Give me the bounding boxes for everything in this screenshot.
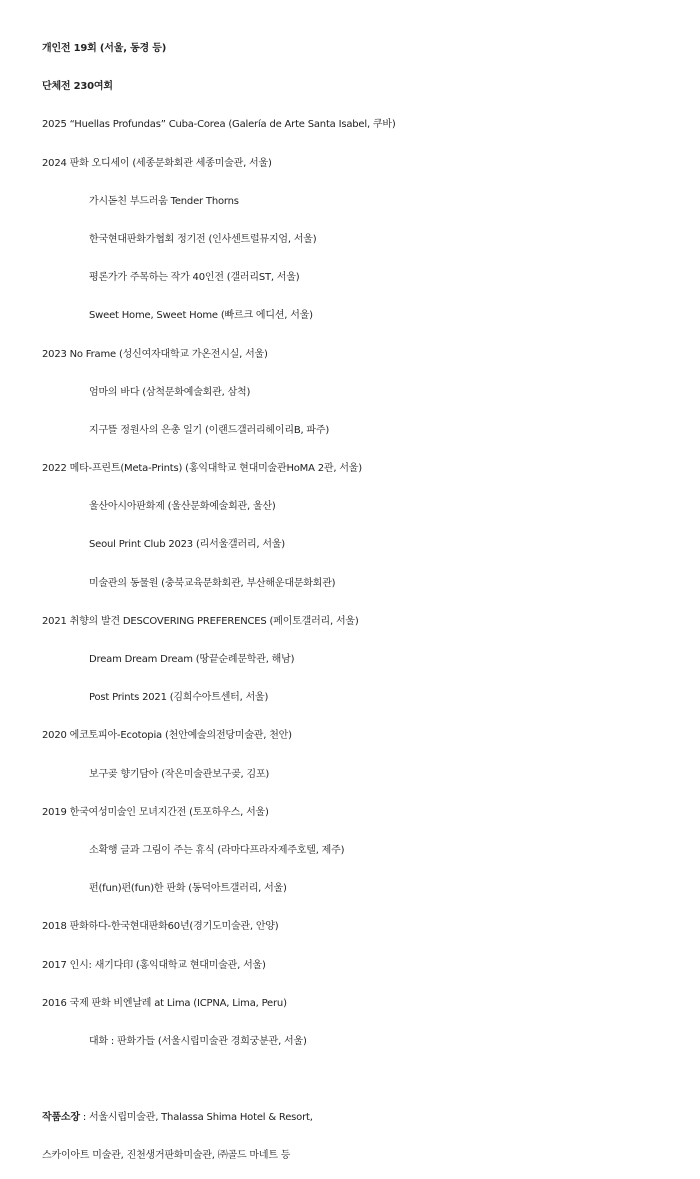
exhibition-subitem: 엄마의 바다 (삼척문화예술회관, 삼척) bbox=[89, 386, 251, 398]
exhibition-subitem: 평론가가 주목하는 작가 40인전 (갤러리ST, 서울) bbox=[89, 272, 300, 284]
collection-line-1 bbox=[42, 1099, 700, 1137]
group-exhibitions-summary: 단체전 230여회 bbox=[42, 81, 113, 93]
collection-label: 작품소장 bbox=[42, 1112, 80, 1124]
exhibition-subitem: 보구곶 향기담아 (작은미술관보구곶, 김포) bbox=[89, 768, 270, 780]
exhibition-subitem: 미술관의 동물원 (충북교육문화회관, 부산해운대문화회관) bbox=[89, 577, 336, 589]
exhibition-subitem: 소확행 글과 그림이 주는 휴식 (라마다프라자제주호텔, 제주) bbox=[89, 844, 345, 856]
exhibition-year-item: 2023 No Frame (성신여자대학교 가온전시실, 서울) bbox=[42, 348, 268, 360]
section-gap bbox=[42, 1061, 700, 1099]
exhibition-subitem: 펀(fun)펀(fun)한 판화 (동덕아트갤러리, 서울) bbox=[89, 883, 287, 895]
exhibition-year-item: 2022 메타-프린트(Meta-Prints) (홍익대학교 현대미술관HoMA 2관, 서울) bbox=[42, 463, 362, 475]
exhibition-year-item: 2017 인시: 새기다印 (홍익대학교 현대미술관, 서울) bbox=[42, 959, 266, 971]
exhibition-subitem: 울산아시아판화제 (울산문화예술회관, 울산) bbox=[89, 501, 276, 513]
collection-line-2: 스카이아트 미술관, 진천생거판화미술관, ㈜골드 마네트 등 bbox=[42, 1150, 291, 1162]
exhibition-subitem: 지구뜰 정원사의 은총 일기 (이랜드갤러리헤이리B, 파주) bbox=[89, 424, 330, 436]
exhibition-year-item: 2019 한국여성미술인 모녀지간전 (토포하우스, 서울) bbox=[42, 806, 269, 818]
exhibition-subitem: Post Prints 2021 (김희수아트센터, 서울) bbox=[89, 692, 269, 704]
exhibition-subitem: 한국현대판화가협회 정기전 (인사센트럴뮤지엄, 서울) bbox=[89, 233, 317, 245]
collection-text-1: : 서울시립미술관, Thalassa Shima Hotel & Resort, bbox=[79, 1112, 313, 1124]
exhibition-subitem: 가시돋친 부드러움 Tender Thorns bbox=[89, 195, 239, 207]
exhibition-year-item: 2025 “Huellas Profundas” Cuba-Corea (Galería de Arte Santa Isabel, 쿠바) bbox=[42, 119, 396, 131]
exhibition-subitem: Seoul Print Club 2023 (리서울갤러리, 서울) bbox=[89, 539, 285, 551]
exhibition-year-item: 2016 국제 판화 비엔날레 at Lima (ICPNA, Lima, Peru) bbox=[42, 997, 287, 1009]
solo-exhibitions-summary: 개인전 19회 (서울, 동경 등) bbox=[42, 43, 167, 54]
exhibition-subitem: 대화 : 판화가들 (서울시립미술관 경희궁분관, 서울) bbox=[89, 1035, 307, 1047]
exhibition-subitem: Dream Dream Dream (땅끝순례문학관, 해남) bbox=[89, 654, 295, 665]
exhibition-year-item: 2021 취향의 발견 DESCOVERING PREFERENCES (페이토갤러리, 서울) bbox=[42, 615, 359, 627]
exhibition-year-item: 2024 판화 오디세이 (세종문화회관 세종미술관, 서울) bbox=[42, 157, 272, 169]
exhibition-list bbox=[42, 106, 700, 1061]
exhibition-year-item: 2020 에코토피아-Ecotopia (천안예술의전당미술관, 천안) bbox=[42, 730, 292, 742]
exhibition-year-item: 2018 판화하다-한국현대판화60년(경기도미술관, 안양) bbox=[42, 921, 279, 933]
exhibition-subitem: Sweet Home, Sweet Home (빠르크 에디션, 서울) bbox=[89, 310, 313, 322]
